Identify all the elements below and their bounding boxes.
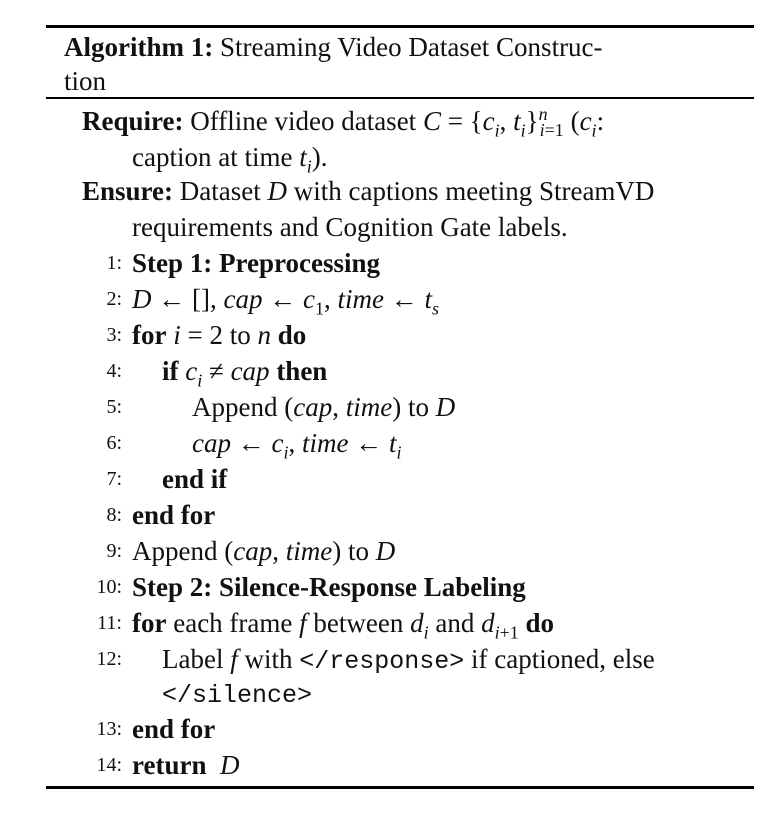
line-number: 13: [96,718,122,740]
step-1-heading: Step 1: Preprocessing [132,248,380,278]
algorithm-title-part1: Streaming Video Dataset Construc- [219,32,603,62]
line-number: 10: [96,576,122,598]
algorithm-title-part2: tion [64,66,107,96]
line-number: 7: [106,468,122,490]
step-12-label: Label f with </response> if captioned, else [162,644,655,676]
ensure-var: D [267,176,287,206]
step-13-endfor: end for [132,714,216,744]
ensure-label: Ensure: [82,176,174,206]
step-7-endif: end if [162,464,228,494]
step-2-init: D ← [], cap ← $c_1$, time ← $t_s$ [132,284,439,319]
silence-token: </silence> [162,681,313,710]
line-number: 3: [106,324,122,346]
ensure-text-a: Dataset [179,176,261,206]
ensure-text-b: with captions meeting StreamVD [293,176,655,206]
line-number: 4: [106,360,122,382]
header-rule [46,97,754,99]
step-10-heading: Step 2: Silence-Response Labeling [132,572,526,602]
ensure-text-c: requirements and Cognition Gate labels. [132,212,568,242]
line-number: 1: [106,252,122,274]
require-line-1: Require: Offline video dataset $C = \{c_i$, $t_i\}^n_{i=1}$ ($c_i$: [82,104,605,141]
step-8-endfor: end for [132,500,216,530]
bottom-rule [46,786,754,789]
line-number: 6: [106,432,122,454]
line-number: 14: [96,754,122,776]
step-3-for: for i = 2 to n do [132,320,307,350]
step-6-assign: cap ← $c_i$, time ← $t_i$ [192,428,402,463]
top-rule [46,25,754,28]
line-number: 9: [106,540,122,562]
step-14-return: return D [132,750,240,780]
line-number: 11: [97,612,122,634]
algorithm-label: Algorithm 1: [64,32,214,62]
algorithm-title-cont [64,64,106,98]
require-label: Require: [82,106,184,136]
step-12-label-cont [162,676,312,710]
ensure-line-1 [82,174,654,208]
step-4-if: if $c_i$ ≠ cap then [162,356,328,391]
require-text: Offline video dataset [190,106,417,136]
require-caption-text: caption at time $t_i$). [132,142,328,177]
line-number: 2: [106,288,122,310]
require-math: C [422,106,441,136]
step-9-append: Append (cap, time) to D [132,536,396,566]
line-number: 8: [106,504,122,526]
algorithm-title [64,30,603,64]
step-11-for: for each frame f between $d_i$ and $d_{i+1}$ do [132,608,555,643]
require-line-2 [132,140,328,177]
line-number: 12: [96,648,122,670]
response-token: </response> [299,647,465,676]
line-number: 5: [106,396,122,418]
step-5-append: Append (cap, time) to D [192,392,456,422]
ensure-line-2 [132,210,568,244]
